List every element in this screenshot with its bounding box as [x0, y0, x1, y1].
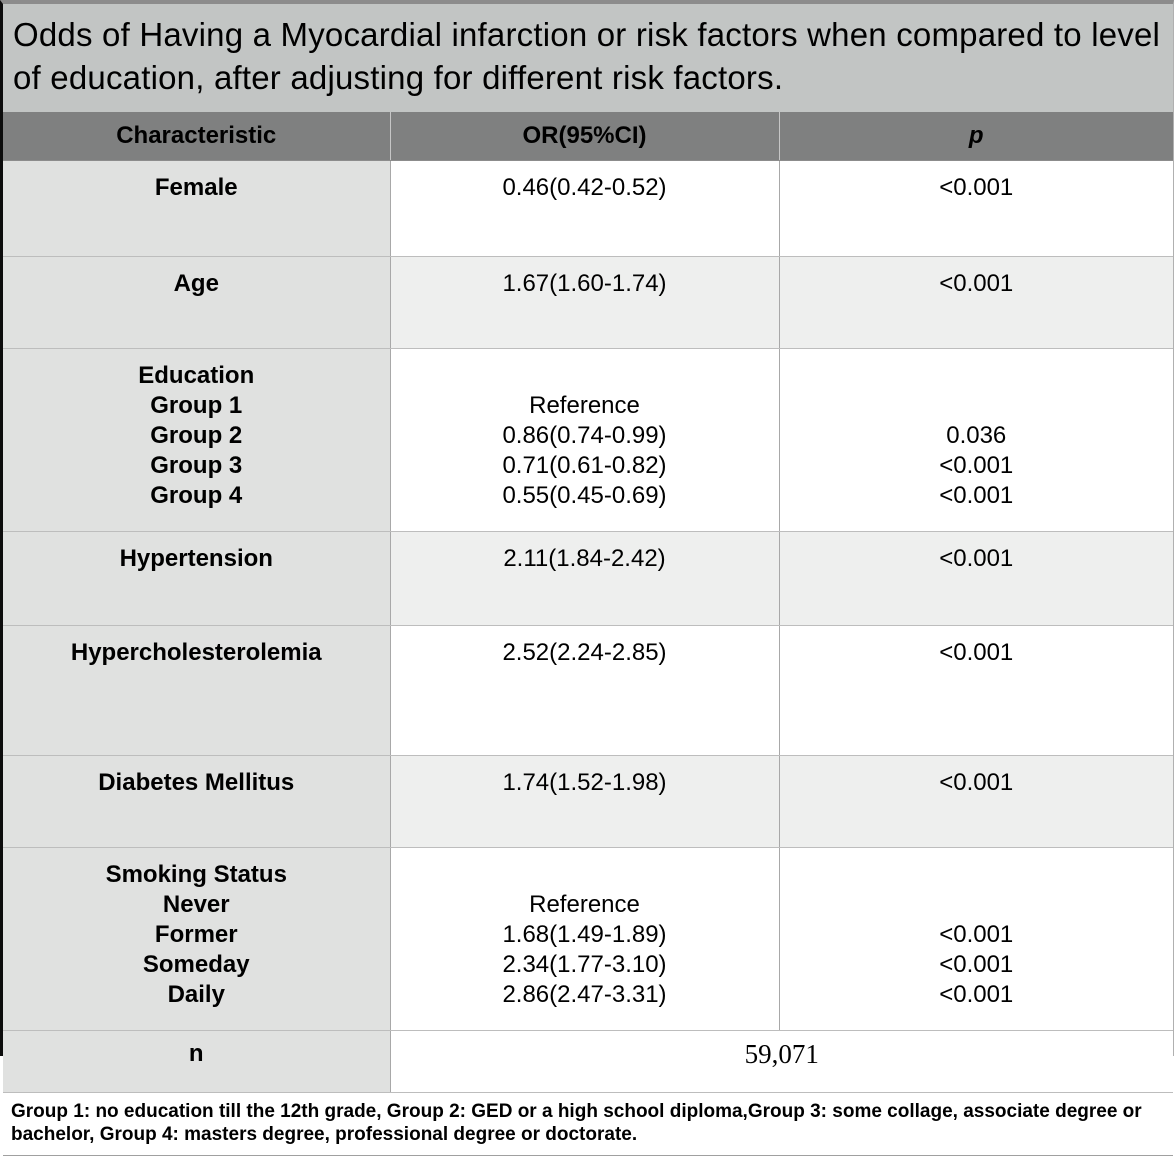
or-value: 2.86(2.47-3.31): [502, 981, 667, 1008]
row-label: Diabetes Mellitus: [98, 769, 295, 796]
row-label: Hypercholesterolemia: [70, 639, 322, 666]
table-row-education: [3, 349, 1173, 532]
n-label: n: [188, 1040, 204, 1067]
footnote-row: [3, 1093, 1173, 1156]
row-sublabel: Group 1: [150, 392, 243, 419]
header-or-ci: OR(95%CI): [390, 112, 779, 161]
row-p-cell: [779, 626, 1173, 756]
n-value: 59,071: [744, 1039, 819, 1069]
row-sublabel: Group 3: [150, 452, 243, 479]
table-row-diabetes: [3, 756, 1173, 848]
or-value: 2.34(1.77-3.10): [502, 951, 667, 978]
row-label-cell: [3, 626, 390, 756]
header-characteristic: Characteristic: [3, 112, 390, 161]
figure-title: Odds of Having a Myocardial infarction or risk factors when compared to level of education, after adjusting for different risk factors.: [3, 4, 1173, 112]
p-value: [780, 890, 1174, 920]
row-or-cell: [390, 161, 779, 257]
p-value: [780, 860, 1174, 890]
row-label-cell: [3, 756, 390, 848]
results-table: [3, 112, 1173, 1156]
p-value: <0.001: [939, 981, 1014, 1008]
row-sublabel: Group 2: [150, 422, 243, 449]
row-label: Age: [173, 270, 219, 297]
p-value: <0.001: [939, 270, 1014, 297]
p-value: <0.001: [939, 174, 1014, 201]
row-label-cell: [3, 257, 390, 349]
row-sublabel: Daily: [167, 981, 225, 1008]
header-p-value: p: [779, 112, 1173, 161]
p-value: [780, 391, 1174, 421]
or-value: Reference: [529, 891, 640, 918]
or-value: 1.68(1.49-1.89): [502, 921, 667, 948]
or-value: 0.55(0.45-0.69): [502, 482, 667, 509]
row-or-cell: [390, 257, 779, 349]
p-value: <0.001: [939, 545, 1014, 572]
row-label-cell: [3, 1031, 390, 1093]
p-value: <0.001: [939, 482, 1014, 509]
row-p-cell: [779, 848, 1173, 1031]
or-value: [391, 860, 779, 890]
row-p-cell: [779, 161, 1173, 257]
p-value: <0.001: [939, 951, 1014, 978]
or-value: Reference: [529, 392, 640, 419]
or-value: 0.46(0.42-0.52): [502, 174, 667, 201]
or-value: 2.52(2.24-2.85): [502, 639, 667, 666]
or-value: 0.86(0.74-0.99): [502, 422, 667, 449]
row-sublabel: Group 4: [150, 482, 243, 509]
row-label: Hypertension: [119, 545, 273, 572]
row-label-cell: [3, 532, 390, 626]
p-value: 0.036: [946, 422, 1007, 449]
row-sublabel: Never: [162, 891, 230, 918]
n-value-cell: [390, 1031, 1173, 1093]
header-row: [3, 112, 1173, 161]
or-value: 1.67(1.60-1.74): [502, 270, 667, 297]
row-or-cell: [390, 626, 779, 756]
table-row-hypertension: [3, 532, 1173, 626]
row-label: Female: [154, 174, 238, 201]
row-or-cell: [390, 532, 779, 626]
row-label: Smoking Status: [105, 861, 287, 888]
row-p-cell: [779, 756, 1173, 848]
p-value: <0.001: [939, 639, 1014, 666]
table-row-smoking: [3, 848, 1173, 1031]
p-value: <0.001: [939, 921, 1014, 948]
row-label-cell: [3, 161, 390, 257]
row-p-cell: [779, 349, 1173, 532]
or-value: 0.71(0.61-0.82): [502, 452, 667, 479]
p-value: <0.001: [939, 452, 1014, 479]
table-row-age: [3, 257, 1173, 349]
row-sublabel: Former: [154, 921, 238, 948]
row-sublabel: Someday: [142, 951, 250, 978]
footnote-text: Group 1: no education till the 12th grade, Group 2: GED or a high school diploma,Group 3: some collage, associate degree or bachelor, Group 4: masters degree, professional degree or doctorate.: [11, 1101, 1142, 1145]
row-label-cell: [3, 848, 390, 1031]
or-value: 2.11(1.84-2.42): [503, 545, 666, 572]
table-row-female: [3, 161, 1173, 257]
table-row-n: [3, 1031, 1173, 1093]
row-p-cell: [779, 257, 1173, 349]
row-or-cell: [390, 848, 779, 1031]
p-value: [780, 361, 1174, 391]
footnote-cell: [3, 1093, 1173, 1156]
p-value: <0.001: [939, 769, 1014, 796]
row-label: Education: [138, 362, 255, 389]
or-value: 1.74(1.52-1.98): [502, 769, 667, 796]
row-p-cell: [779, 532, 1173, 626]
row-or-cell: [390, 756, 779, 848]
table-row-hypercholesterolemia: [3, 626, 1173, 756]
or-value: [391, 361, 779, 391]
row-or-cell: [390, 349, 779, 532]
row-label-cell: [3, 349, 390, 532]
